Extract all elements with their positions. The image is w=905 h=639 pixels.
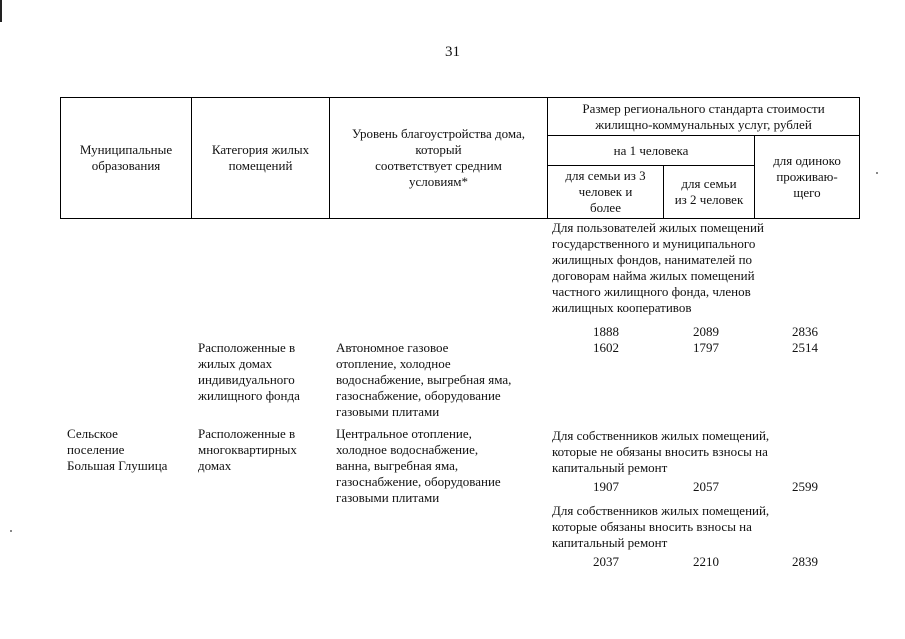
- header-category: Категория жилых помещений: [192, 98, 330, 219]
- header-municipality: Муниципальные образования: [61, 98, 192, 219]
- value-cell: 2599: [792, 479, 818, 494]
- value-cell: 2089: [693, 324, 719, 339]
- value-cell: 1888: [593, 324, 619, 339]
- value-cell: 1602: [593, 340, 619, 355]
- value-cell: 2210: [693, 554, 719, 569]
- table-header: [60, 97, 860, 219]
- group-caption-owners-exempt: Для собственников жилых помещений, которые не обязаны вносить взносы на капитальный ремонт: [552, 428, 770, 475]
- value-cell: 2037: [593, 554, 619, 569]
- value-cell: 1797: [693, 340, 719, 355]
- value-cell: 2057: [693, 479, 719, 494]
- header-family-3: для семьи из 3 человек и более: [548, 166, 664, 219]
- scan-speck: [876, 172, 878, 174]
- value-cell: 2836: [792, 324, 818, 339]
- header-per-person: на 1 человека: [548, 136, 755, 166]
- value-cell: 2839: [792, 554, 818, 569]
- value-cell: 2514: [792, 340, 818, 355]
- group-caption-tenants: Для пользователей жилых помещений государственного и муниципального жилищных фондов, нанимателей по договорам найма жилых помещений частного жилищного фонда, членов жилищных кооперативов: [552, 220, 764, 315]
- scan-speck: [10, 530, 12, 532]
- category-individual: Расположенные в жилых домах индивидуального жилищного фонда: [198, 340, 300, 403]
- header-size: Размер регионального стандарта стоимости жилищно-коммунальных услуг, рублей: [548, 98, 860, 136]
- header-level: Уровень благоустройства дома, который соответствует средним условиям*: [330, 98, 548, 219]
- municipality-name: Сельское поселение Большая Глушица: [67, 426, 168, 473]
- page-number: 31: [445, 44, 460, 60]
- scan-edge-mark: [0, 0, 2, 22]
- level-apartment: Центральное отопление, холодное водоснабжение, ванна, выгребная яма, газоснабжение, оборудование газовыми плитами: [336, 426, 501, 505]
- value-cell: 1907: [593, 479, 619, 494]
- header-family-2: для семьи из 2 человек: [664, 166, 755, 219]
- group-caption-owners-obliged: Для собственников жилых помещений, которые обязаны вносить взносы на капитальный ремонт: [552, 503, 770, 550]
- header-single: для одиноко проживаю- щего: [755, 136, 860, 219]
- level-individual: Автономное газовое отопление, холодное водоснабжение, выгребная яма, газоснабжение, оборудование газовыми плитами: [336, 340, 512, 419]
- category-apartment: Расположенные в многоквартирных домах: [198, 426, 297, 473]
